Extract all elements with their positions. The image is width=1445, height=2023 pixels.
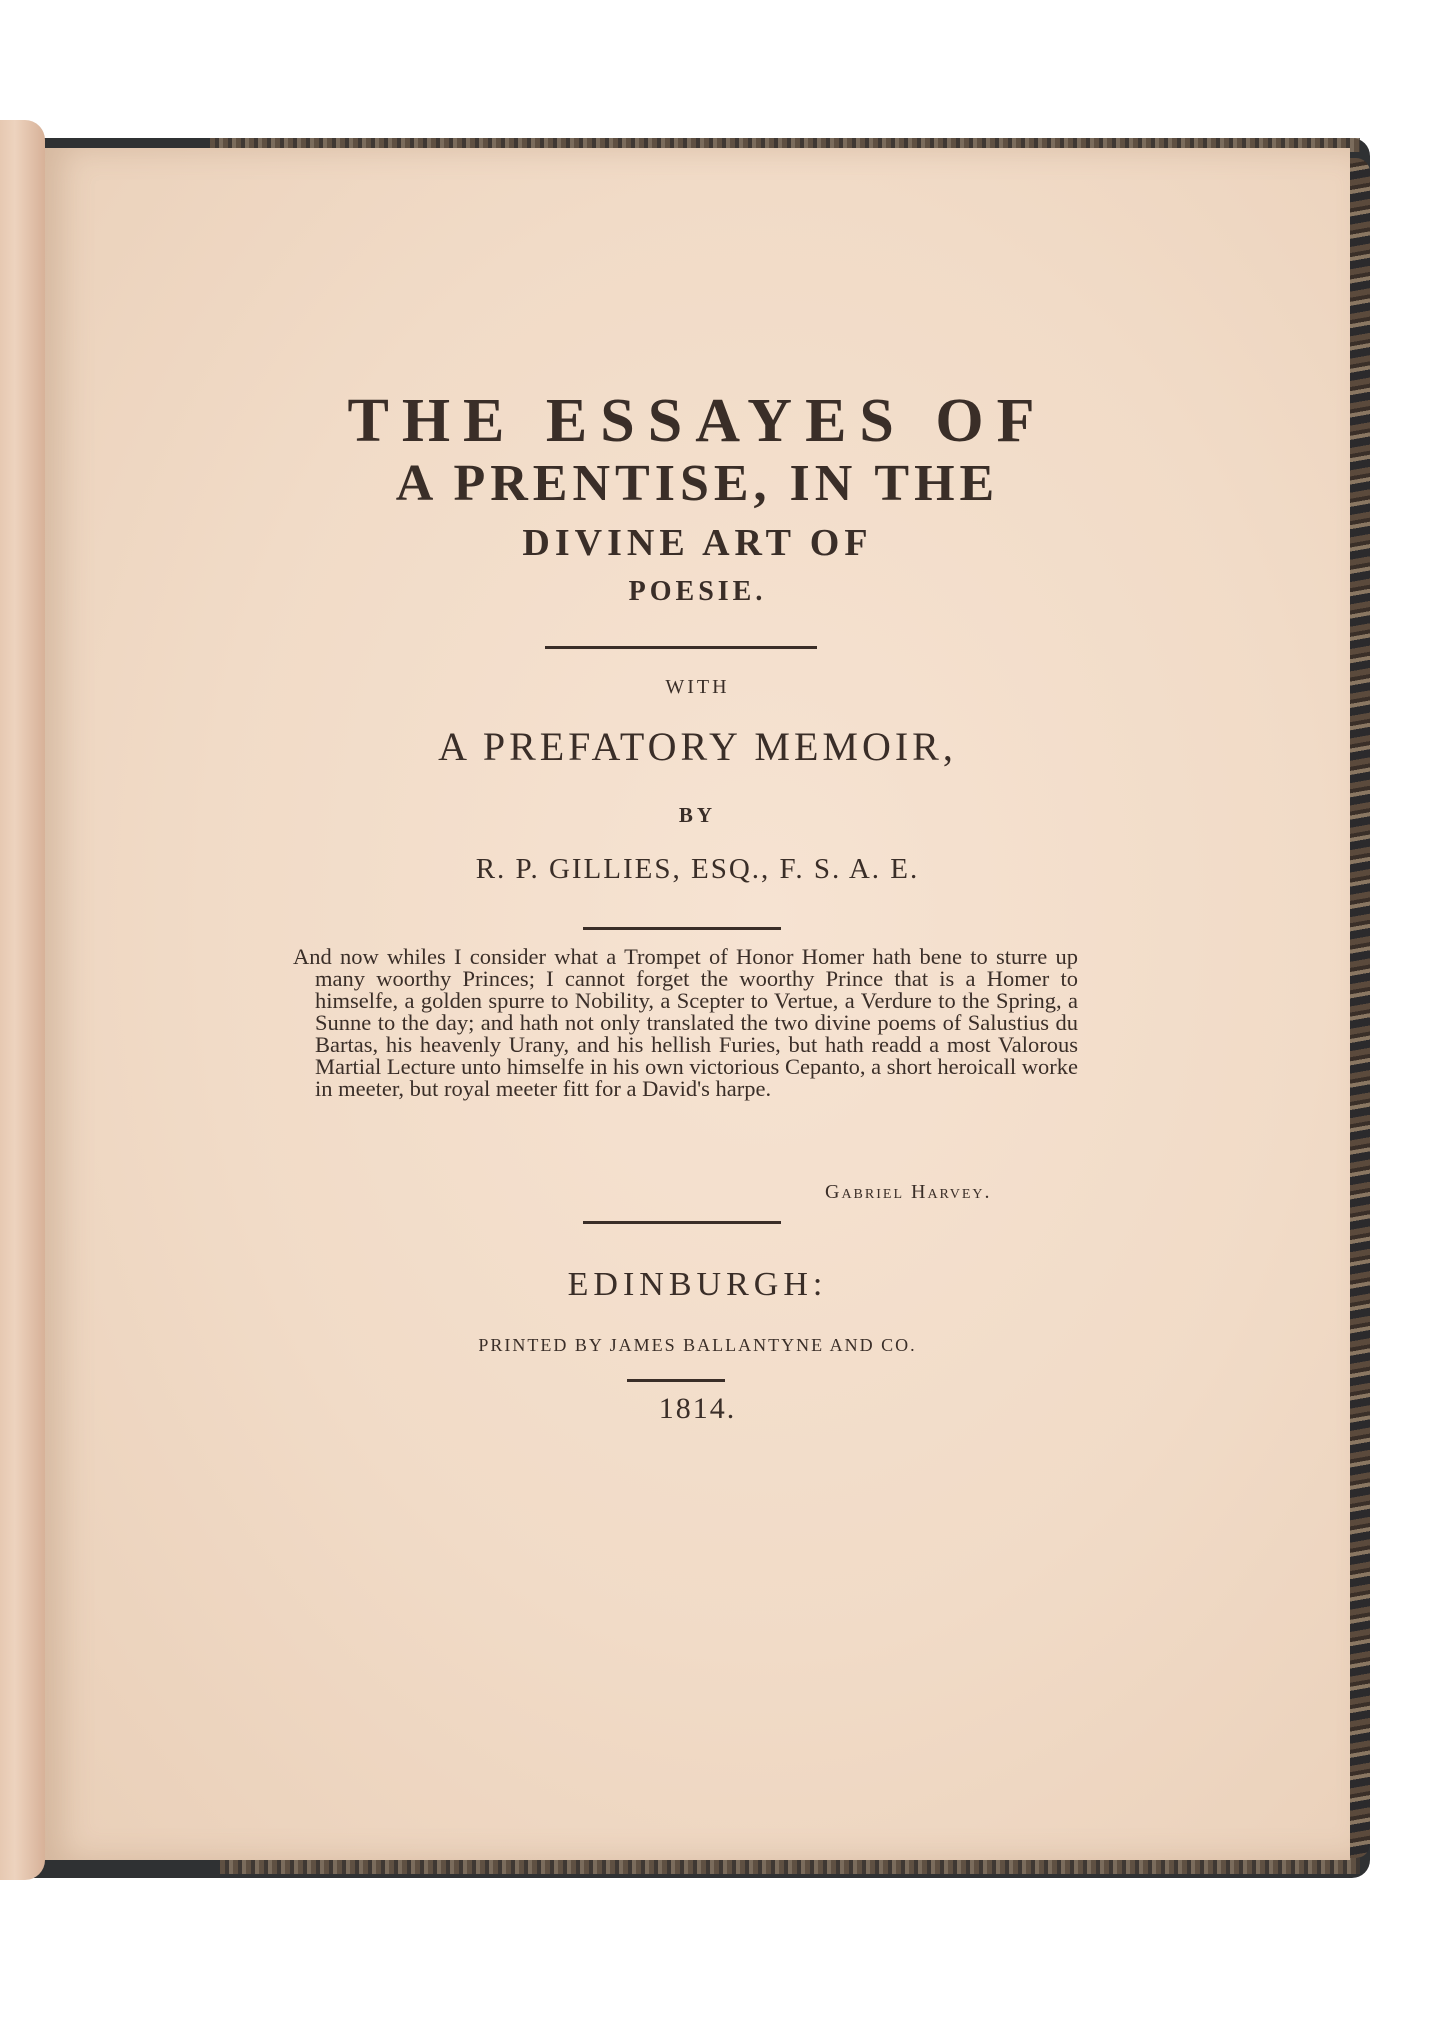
imprint-year: 1814. <box>658 1392 737 1425</box>
marbled-page-edge <box>1348 158 1370 1858</box>
title-line-1: THE ESSAYES OF <box>347 387 1048 455</box>
divider-rule <box>583 927 781 930</box>
divider-rule <box>545 646 817 649</box>
imprint-city: EDINBURGH: <box>567 1266 828 1303</box>
subtitle: A PREFATORY MEMOIR, <box>438 724 957 769</box>
epigraph-attribution: Gabriel Harvey. <box>825 1181 992 1203</box>
divider-rule <box>583 1221 781 1224</box>
author: R. P. GILLIES, ESQ., F. S. A. E. <box>475 853 920 885</box>
title-line-3: DIVINE ART OF <box>522 522 873 564</box>
epigraph-quote: And now whiles I consider what a Trompet of Honor Homer hath bene to sturre up many woorthy Princes; I cannot forget the woorthy Prince that is a Homer to himselfe, a golden spurre to Nobility, a Scepter to Vertue, a Verdure to the Spring, a Sunne to the day; and hath not only translated the two divine poems of Salustius du Bartas, his heavenly Urany, and his hellish Furies, but hath readd a most Valorous Martial Lecture unto himselfe in his own victorious Cepanto, a short heroicall worke in meeter, but royal meeter fitt for a David's harpe. <box>293 944 1078 1101</box>
bottom-page-edge <box>220 1858 1360 1874</box>
with-label: WITH <box>665 676 730 698</box>
by-label: BY <box>678 803 717 827</box>
imprint-printer: PRINTED BY JAMES BALLANTYNE AND CO. <box>478 1335 917 1355</box>
title-line-2: A PRENTISE, IN THE <box>395 455 1000 512</box>
title-page <box>45 148 1350 1860</box>
divider-rule <box>627 1379 725 1382</box>
facing-left-page <box>0 120 45 1880</box>
title-line-4: POESIE. <box>628 576 767 607</box>
